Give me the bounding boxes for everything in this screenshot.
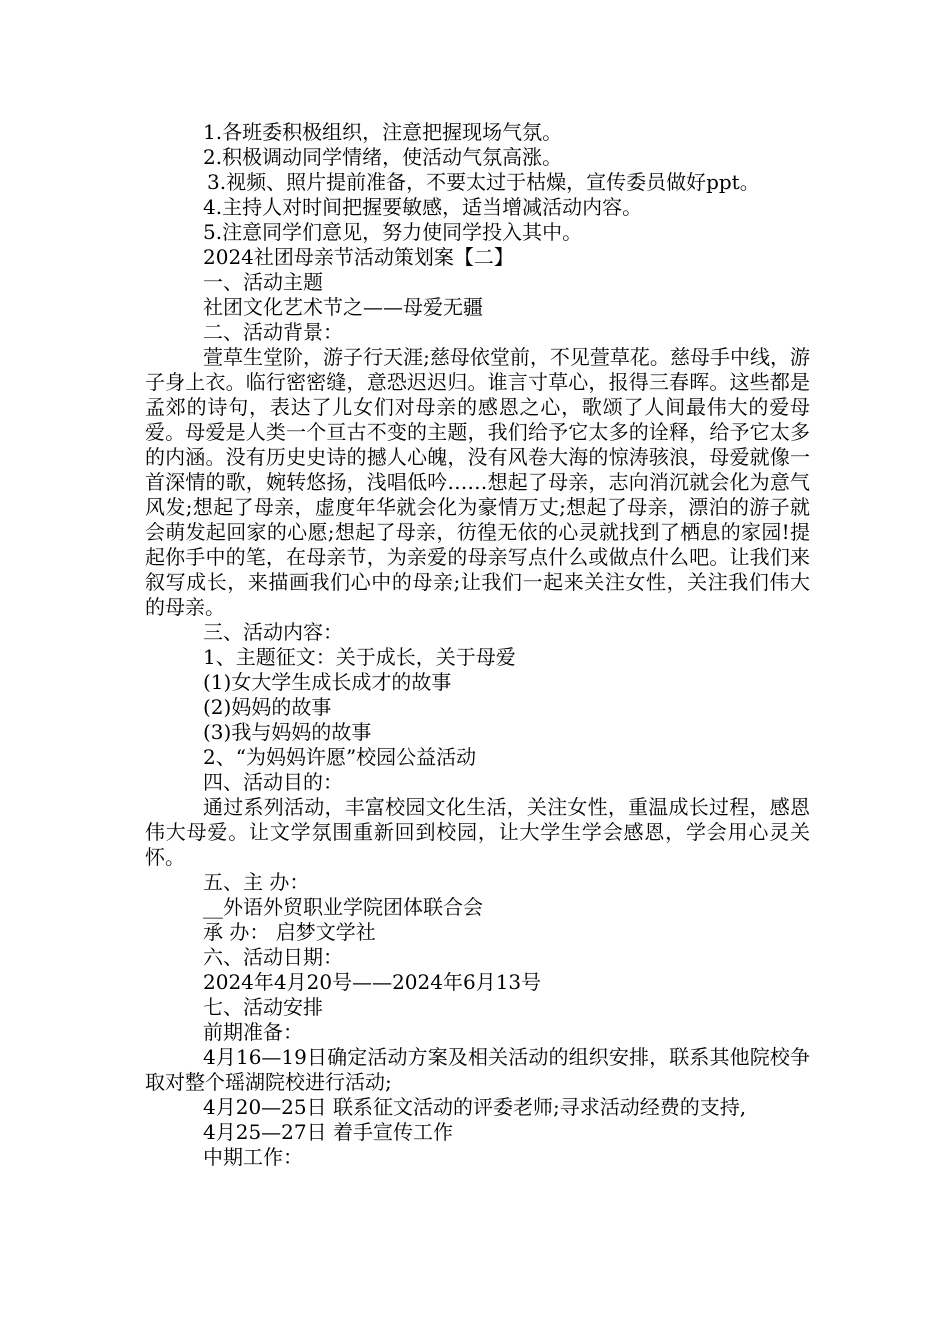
heading-organizer: 五、主 办： xyxy=(203,870,310,894)
document-body xyxy=(145,120,810,1170)
heading-schedule: 七、活动安排 xyxy=(203,995,323,1019)
schedule-item-2: 4月20—25日 联系征文活动的评委老师;寻求活动经费的支持, xyxy=(203,1095,747,1119)
dates-text: 2024年4月20号——2024年6月13号 xyxy=(203,970,542,994)
note-item-2: 2.积极调动同学情绪，使活动气氛高涨。 xyxy=(203,145,563,169)
theme-text: 社团文化艺术节之——母爱无疆 xyxy=(203,295,483,319)
schedule-item-1: 4月16—19日确定活动方案及相关活动的组织安排，联系其他院校争取对整个瑶湖院校进行活动; xyxy=(145,1045,810,1094)
schedule-item-3: 4月25—27日 着手宣传工作 xyxy=(203,1120,453,1144)
heading-purpose: 四、活动目的： xyxy=(203,770,343,794)
note-item-5: 5.注意同学们意见，努力使同学投入其中。 xyxy=(203,220,583,244)
content-subitem-3: (3)我与妈妈的故事 xyxy=(203,720,372,744)
content-subitem-1: (1)女大学生成长成才的故事 xyxy=(203,670,452,694)
note-item-3: 3.视频、照片提前准备，不要太过于枯燥，宣传委员做好ppt。 xyxy=(207,170,760,194)
organizer-text: __外语外贸职业学院团体联合会 xyxy=(203,895,483,919)
note-item-4: 4.主持人对时间把握要敏感，适当增减活动内容。 xyxy=(203,195,643,219)
note-item-1: 1.各班委积极组织，注意把握现场气氛。 xyxy=(203,120,563,144)
co-organizer-text: 承 办： 启梦文学社 xyxy=(203,920,376,944)
content-subitem-2: (2)妈妈的故事 xyxy=(203,695,332,719)
content-item-2: 2、“为妈妈许愿”校园公益活动 xyxy=(203,745,477,769)
schedule-preparation: 前期准备： xyxy=(203,1020,303,1044)
heading-background: 二、活动背景： xyxy=(203,320,343,344)
content-item-1: 1、主题征文：关于成长，关于母爱 xyxy=(203,645,516,669)
background-text: 萱草生堂阶，游子行天涯;慈母依堂前，不见萱草花。慈母手中线，游子身上衣。临行密密缝，意恐迟迟归。谁言寸草心，报得三春晖。这些都是孟郊的诗句，表达了儿女们对母亲的感恩之心，歌颂了人间最伟大的爱母爱。母爱是人类一个亘古不变的主题，我们给予它太多的诠释，给予它太多的内涵。没有历史史诗的撼人心魄，没有风卷大海的惊涛骇浪，母爱就像一首深情的歌，婉转悠扬，浅唱低吟……想起了母亲，志向消沉就会化为意气风发;想起了母亲，虚度年华就会化为豪情万丈;想起了母亲，漂泊的游子就会萌发起回家的心愿;想起了母亲，彷徨无依的心灵就找到了栖息的家园!提起你手中的笔，在母亲节，为亲爱的母亲写点什么或做点什么吧。让我们来叙写成长，来描画我们心中的母亲;让我们一起来关注女性，关注我们伟大的母亲。 xyxy=(145,345,810,619)
purpose-text: 通过系列活动，丰富校园文化生活，关注女性，重温成长过程，感恩伟大母爱。让文学氛围重新回到校园，让大学生学会感恩，学会用心灵关怀。 xyxy=(145,795,810,869)
heading-dates: 六、活动日期： xyxy=(203,945,343,969)
schedule-midterm: 中期工作： xyxy=(203,1145,303,1169)
heading-theme: 一、活动主题 xyxy=(203,270,323,294)
section-title: 2024社团母亲节活动策划案【二】 xyxy=(203,245,514,269)
heading-content: 三、活动内容： xyxy=(203,620,343,644)
